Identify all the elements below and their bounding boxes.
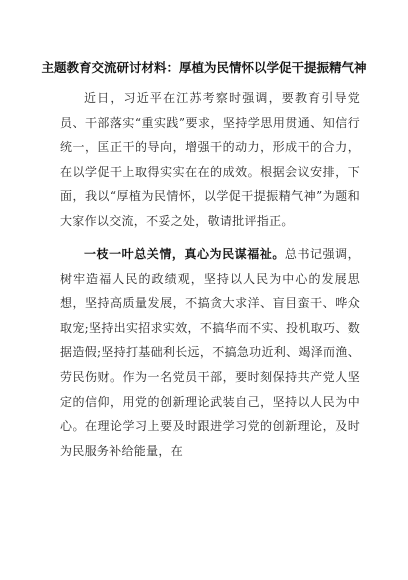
- paragraph-intro: [60, 86, 360, 234]
- document-title: 主题教育交流研讨材料：厚植为民情怀以学促干提振精气神: [41, 60, 367, 75]
- section-1-heading: 一枝一叶总关情，真心为民谋福祉。: [84, 247, 285, 261]
- paragraph-intro-text: 近日，习近平在江苏考察时强调，要教育引导党员、干部落实“重实践”要求，坚持学思用贯通、知信行统一，匡正干的导向，增强干的动力，形成干的合力，在以学促干上取得实实在在的成效。根据会议安排，下面，我以“厚植为民情怀，以学促干提振精气神”为题和大家作以交流，不妥之处，敬请批评指正。: [60, 91, 360, 228]
- paragraph-section-1-text: 总书记强调，树牢造福人民的政绩观，坚持以人民为中心的发展思想，坚持高质量发展，不搞贪大求洋、盲目蛮干、哗众取宠;坚持出实招求实效，不搞华而不实、投机取巧、数据造假;坚持打基础利长远，不搞急功近利、竭泽而渔、劳民伤财。作为一名党员干部，要时刻保持共产党人坚定的信仰，用党的创新理论武装自己，坚持以人民为中心。在理论学习上要及时跟进学习党的创新理论，及时为民服务补给能量，在: [60, 247, 360, 458]
- paragraph-section-1: [60, 242, 360, 463]
